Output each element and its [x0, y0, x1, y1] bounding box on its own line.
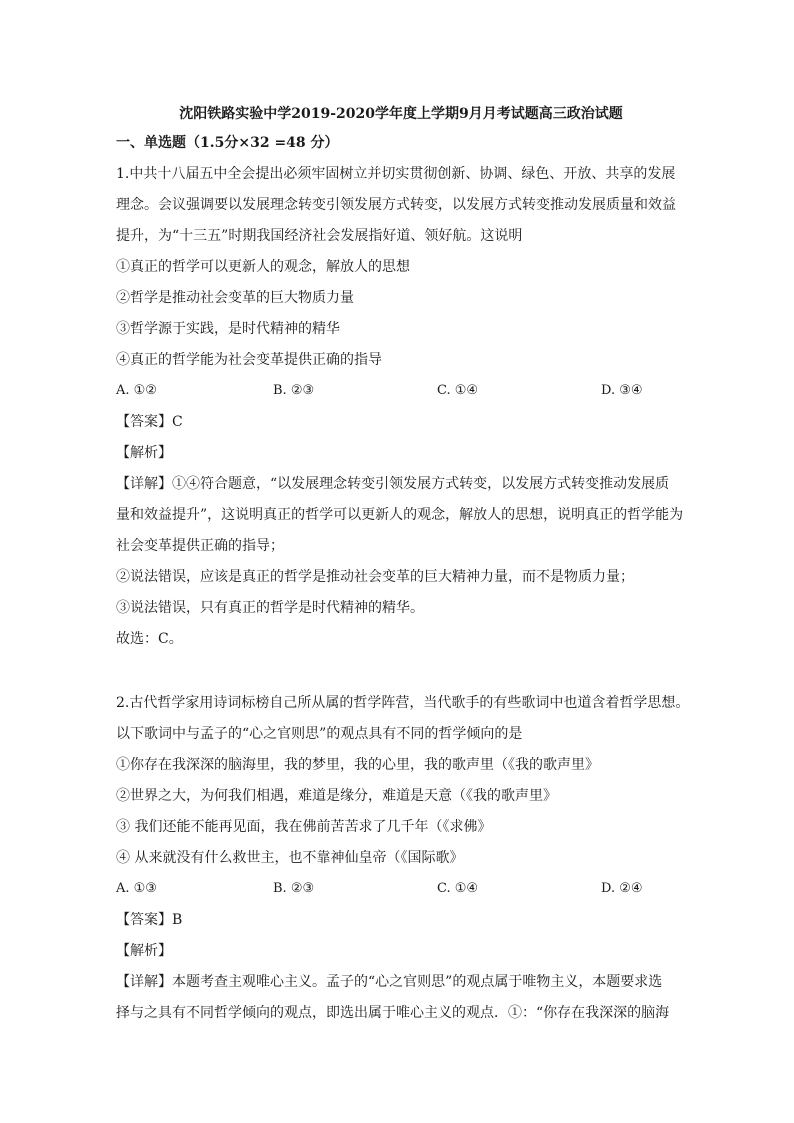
q2-option-a: A. ①③ [116, 881, 157, 896]
q2-detail-line-2: 择与之具有不同哲学倾向的观点，即选出属于唯心主义的观点．①：“你存在我深深的脑海 [116, 1005, 670, 1021]
q1-stem-line-1: 1.中共十八届五中全会提出必须牢固树立并切实贯彻创新、协调、绿色、开放、共享的发展 [116, 166, 676, 182]
q1-option-d: D. ③④ [601, 383, 643, 398]
q2-statement-2: ②世界之大，为何我们相遇，难道是缘分，难道是天意（《我的歌声里》 [116, 788, 557, 804]
q1-statement-2: ②哲学是推动社会变革的巨大物质力量 [116, 290, 354, 306]
q1-answer: 【答案】C [116, 414, 183, 430]
q2-detail-line-1: 【详解】本题考查主观唯心主义。孟子的“心之官则思”的观点属于唯物主义，本题要求选 [116, 974, 663, 990]
q1-statement-1: ①真正的哲学可以更新人的观念，解放人的思想 [116, 259, 410, 275]
q1-analysis-label: 【解析】 [116, 445, 172, 461]
q1-detail-line-3: 社会变革提供正确的指导； [116, 538, 284, 554]
q2-option-b: B. ②③ [273, 881, 315, 896]
q1-detail-line-2: 量和效益提升”，这说明真正的哲学可以更新人的观念，解放人的思想，说明真正的哲学能为 [116, 507, 684, 523]
q1-detail-line-1: 【详解】①④符合题意，“以发展理念转变引领发展方式转变，以发展方式转变推动发展质 [116, 476, 670, 492]
q1-stem-line-2: 理念。会议强调要以发展理念转变引领发展方式转变，以发展方式转变推动发展质量和效益 [116, 197, 676, 213]
q1-conclusion: 故选：C。 [116, 631, 183, 647]
q2-statement-1: ①你存在我深深的脑海里，我的梦里，我的心里，我的歌声里（《我的歌声里》 [116, 757, 599, 773]
q2-statement-3: ③ 我们还能不能再见面，我在佛前苦苦求了几千年（《求佛》 [116, 819, 492, 835]
q2-option-d: D. ②④ [601, 881, 643, 896]
q1-statement-3: ③哲学源于实践，是时代精神的精华 [116, 321, 340, 337]
q1-option-a: A. ①② [116, 383, 157, 398]
q1-detail-line-5: ③说法错误，只有真正的哲学是时代精神的精华。 [116, 600, 424, 616]
q1-statement-4: ④真正的哲学能为社会变革提供正确的指导 [116, 352, 382, 368]
q2-statement-4: ④ 从来就没有什么救世主，也不靠神仙皇帝（《国际歌》 [116, 850, 464, 866]
q2-option-c: C. ①④ [437, 881, 479, 896]
q1-detail-line-4: ②说法错误，应该是真正的哲学是推动社会变革的巨大精神力量，而不是物质力量； [116, 569, 634, 585]
q2-answer: 【答案】B [116, 912, 183, 928]
q2-analysis-label: 【解析】 [116, 943, 172, 959]
section-heading: 一、单选题（1.5分×32 =48 分） [116, 135, 339, 151]
q1-option-b: B. ②③ [273, 383, 315, 398]
q2-stem-line-1: 2.古代哲学家用诗词标榜自己所从属的哲学阵营，当代歌手的有些歌词中也道含着哲学思想。 [116, 695, 690, 711]
q1-stem-line-3: 提升，为“十三五”时期我国经济社会发展指好道、领好航。这说明 [116, 228, 523, 244]
q1-option-c: C. ①④ [437, 383, 479, 398]
document-title: 沈阳铁路实验中学2019-2020学年度上学期9月月考试题高三政治试题 [179, 106, 623, 122]
q2-stem-line-2: 以下歌词中与孟子的“心之官则思”的观点具有不同的哲学倾向的是 [116, 726, 523, 742]
